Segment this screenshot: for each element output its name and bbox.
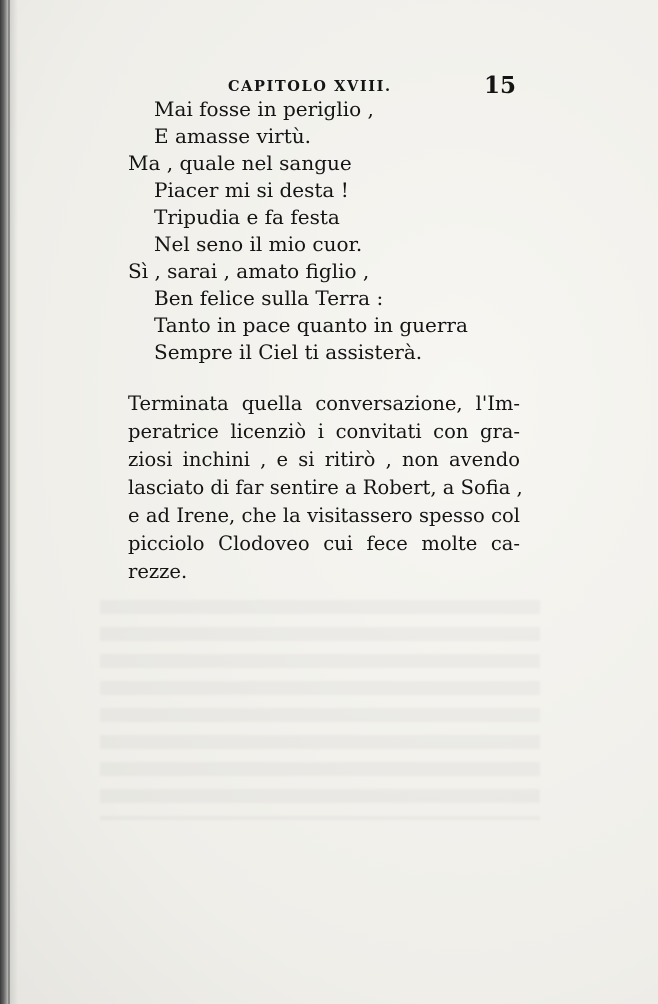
- paragraph-line: lasciato di far sentire a Robert, a Sofia ,: [128, 476, 523, 499]
- verse-line: Sì , sarai , amato figlio ,: [128, 259, 370, 283]
- verse-line: Mai fosse in periglio ,: [154, 97, 374, 121]
- verse-line: Tanto in pace quanto in guerra: [154, 313, 468, 337]
- verse-block: [128, 96, 528, 366]
- prose-paragraph: [128, 390, 523, 586]
- paragraph-line: Terminata quella conversazione, l'Im-: [128, 392, 520, 415]
- verse-line: E amasse virtù.: [154, 124, 312, 148]
- verse-line: Sempre il Ciel ti assisterà.: [154, 340, 423, 364]
- verse-line: Piacer mi si desta !: [154, 178, 349, 202]
- running-head: CAPITOLO XVIII.: [228, 78, 392, 95]
- page-number: 15: [483, 72, 516, 99]
- paragraph-line: peratrice licenziò i convitati con gra-: [128, 420, 520, 443]
- verse-line: Tripudia e fa festa: [154, 205, 340, 229]
- show-through-texture: [100, 600, 540, 820]
- paragraph-line: ziosi inchini , e si ritirò , non avendo: [128, 448, 520, 471]
- paragraph-line: rezze.: [128, 560, 188, 583]
- verse-line: Ma , quale nel sangue: [128, 151, 352, 175]
- verse-line: Nel seno il mio cuor.: [154, 232, 363, 256]
- verse-line: Ben felice sulla Terra :: [154, 286, 384, 310]
- page-edge-rule: [8, 0, 10, 1004]
- paragraph-line: e ad Irene, che la visitassero spesso col: [128, 504, 520, 527]
- paragraph-line: picciolo Clodoveo cui fece molte ca-: [128, 532, 520, 555]
